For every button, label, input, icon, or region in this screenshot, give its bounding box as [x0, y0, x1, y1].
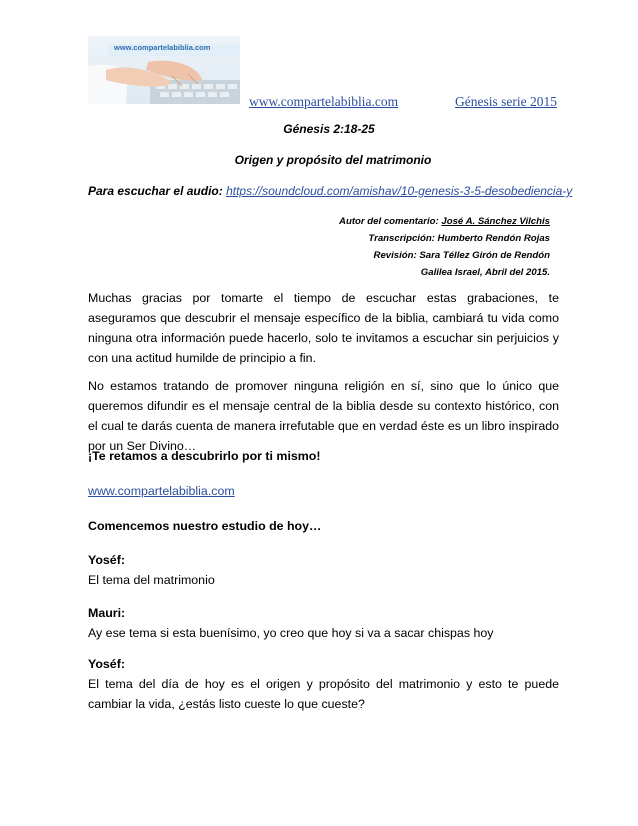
speaker-name: Mauri: [88, 606, 126, 620]
speaker-text: Ay ese tema si esta buenísimo, yo creo que hoy si va a sacar chispas hoy [88, 626, 494, 640]
website-link[interactable]: www.compartelabiblia.com [88, 484, 235, 498]
speaker-name: Yoséf: [88, 553, 125, 567]
credit-revision: Revisión: Sara Téllez Girón de Rendón [373, 250, 550, 261]
dialogue-turn [88, 603, 559, 643]
audio-label: Para escuchar el audio: [88, 184, 223, 198]
credit-transcription: Transcripción: Humberto Rendón Rojas [368, 233, 550, 244]
challenge-line: ¡Te retamos a descubrirlo por ti mismo! [88, 449, 321, 463]
document-title: Origen y propósito del matrimonio [234, 153, 432, 167]
dialogue-turn [88, 550, 559, 590]
author-label: Autor del comentario: [339, 216, 442, 227]
credits-block [339, 213, 550, 281]
author-name: José A. Sánchez Vilchis [441, 216, 550, 227]
bible-reference: Génesis 2:18-25 [283, 122, 375, 136]
speaker-text: El tema del día de hoy es el origen y propósito del matrimonio y esto te puede cambiar la vida, ¿estás listo cueste lo que cueste? [88, 677, 559, 711]
mission-paragraph: No estamos tratando de promover ninguna religión en sí, sino que lo único que queremos difundir es el mensaje central de la biblia desde su contexto histórico, con el cual te darás cuenta de manera irrefutable que en verdad éste es un libro inspirado por un Ser Divino… [88, 379, 559, 453]
image-banner-text: www.compartelabiblia.com [114, 43, 211, 52]
speaker-name: Yoséf: [88, 657, 125, 671]
start-line: Comencemos nuestro estudio de hoy… [88, 519, 322, 533]
dialogue-turn [88, 654, 559, 714]
credit-author [339, 213, 550, 230]
intro-paragraph: Muchas gracias por tomarte el tiempo de escuchar estas grabaciones, te aseguramos que descubrir el mensaje específico de la biblia, cambiará tu vida como ninguna otra información puede hacerlo, solo te invitamos a escuchar sin perjuicios y con una actitud humilde de principio a fin. [88, 291, 559, 365]
header-keyboard-image [88, 36, 240, 104]
audio-link[interactable]: https://soundcloud.com/amishav/10-genesis-3-5-desobediencia-y [226, 184, 573, 198]
credit-place-date: Galilea Israel, Abril del 2015. [420, 267, 550, 278]
speaker-text: El tema del matrimonio [88, 573, 215, 587]
header-series-link[interactable]: Génesis serie 2015 [455, 94, 557, 109]
audio-line [88, 184, 572, 198]
header-website-link[interactable]: www.compartelabiblia.com [249, 94, 399, 109]
